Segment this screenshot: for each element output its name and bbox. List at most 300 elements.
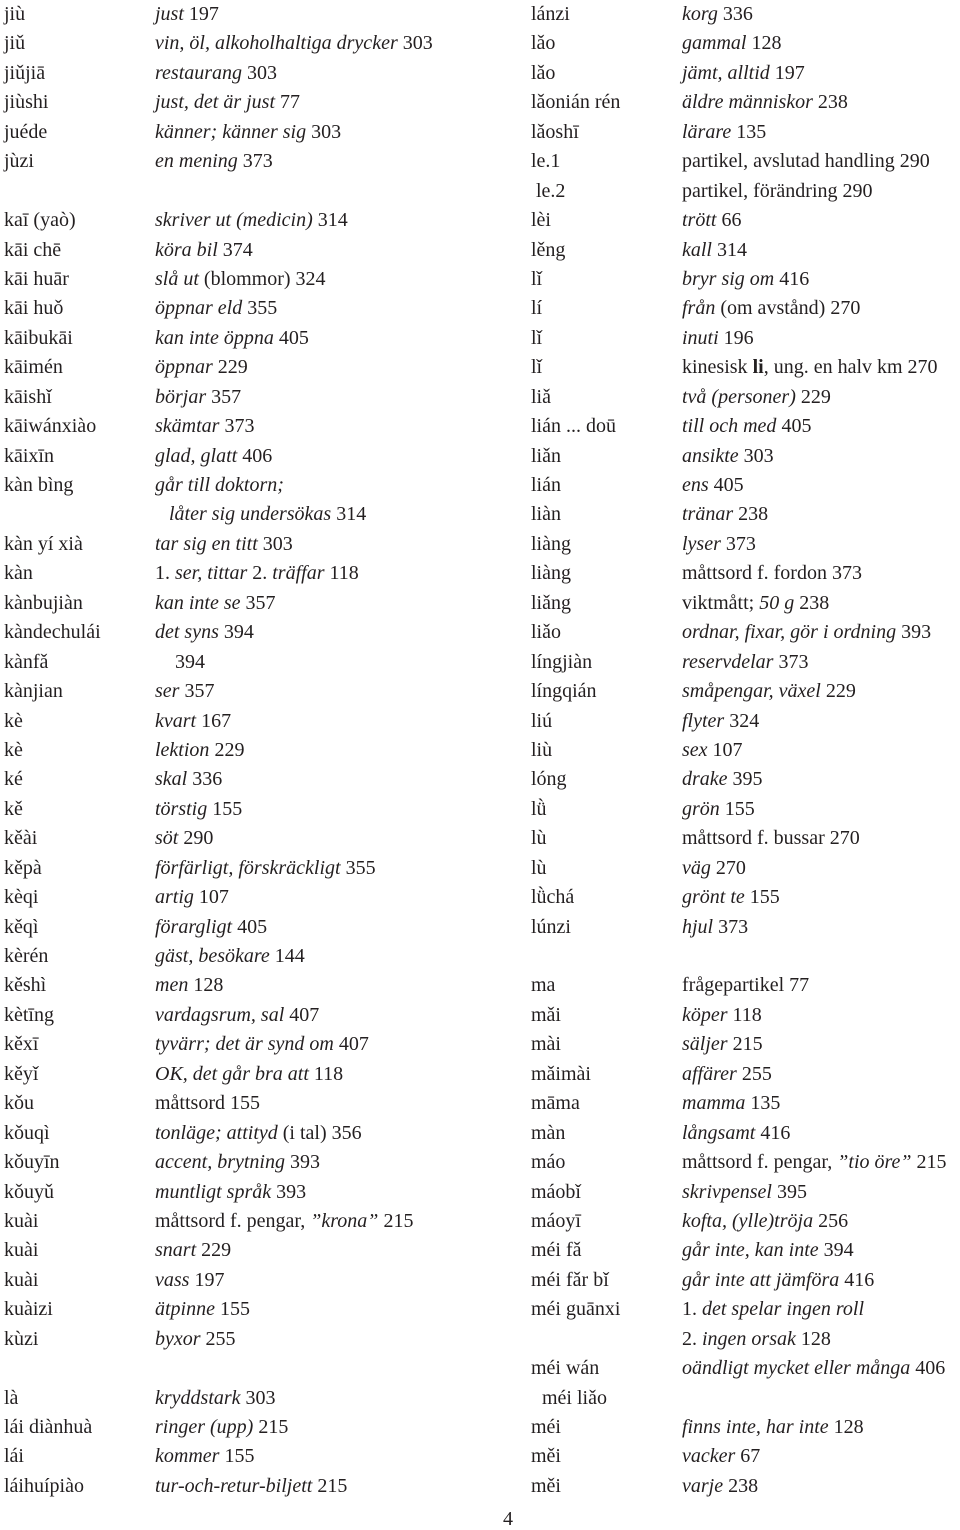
entry-definition <box>682 88 848 117</box>
entry-headword: māma <box>531 1092 580 1115</box>
definition-segment: (blommor) 324 <box>198 267 326 290</box>
definition-segment: förargligt <box>155 915 233 938</box>
entry-definition <box>682 971 809 1000</box>
definition-segment: kvart <box>155 709 197 732</box>
entry-headword: kuài <box>4 1268 39 1291</box>
definition-segment: måttsord f. pengar, <box>155 1209 311 1232</box>
definition-segment: 393 <box>896 621 932 644</box>
definition-segment: 373 <box>713 915 749 938</box>
definition-segment: 128 <box>828 1416 864 1438</box>
entry-headword: máobǐ <box>531 1180 581 1203</box>
definition-segment: mamma <box>682 1092 746 1115</box>
entry-definition <box>682 324 754 353</box>
definition-segment: (om avstånd) 270 <box>715 297 861 320</box>
entry-headword: jiù <box>4 3 26 25</box>
definition-segment: 406 <box>910 1357 946 1380</box>
entry-definition <box>682 412 811 441</box>
entry-headword: kāimén <box>4 356 63 379</box>
dictionary-entry <box>4 206 474 235</box>
entry-headword: mǎimài <box>531 1062 591 1085</box>
entry-definition <box>682 1089 780 1118</box>
definition-segment: 197 <box>769 61 805 84</box>
definition-segment: grönt te <box>682 886 745 909</box>
entry-headword: kuài <box>4 1209 39 1232</box>
dictionary-entry <box>531 118 960 147</box>
dictionary-entry <box>531 294 960 323</box>
definition-segment: 373 <box>219 415 255 438</box>
definition-segment: 107 <box>707 738 743 761</box>
dictionary-entry <box>4 294 474 323</box>
definition-segment: korg <box>682 3 718 25</box>
entry-headword: máo <box>531 1151 566 1174</box>
definition-segment: 324 <box>724 709 760 732</box>
definition-segment: kryddstark <box>155 1386 241 1409</box>
definition-segment: låter sig undersökas <box>169 503 332 526</box>
definition-segment: kan inte öppna <box>155 326 274 349</box>
entry-definition <box>682 677 856 706</box>
entry-headword: kǒuyīn <box>4 1151 60 1174</box>
dictionary-entry <box>4 1001 474 1030</box>
entry-definition <box>682 1148 947 1177</box>
dictionary-entry <box>531 1178 960 1207</box>
entry-headword: lǎo <box>531 32 556 55</box>
definition-segment: känner; känner sig <box>155 120 307 143</box>
entry-headword: méi fǎ <box>531 1239 582 1262</box>
definition-segment: 303 <box>397 32 433 55</box>
entry-definition <box>682 1001 762 1030</box>
entry-definition <box>682 177 873 206</box>
definition-segment: 155 <box>215 1298 250 1321</box>
entry-definition <box>682 1266 874 1295</box>
definition-segment: ens <box>682 474 709 496</box>
dictionary-entry <box>4 1178 474 1207</box>
entry-headword: língqián <box>531 680 597 703</box>
entry-definition <box>155 412 254 441</box>
entry-definition <box>155 707 231 736</box>
entry-definition <box>155 324 309 353</box>
dictionary-entry <box>4 824 474 853</box>
definition-segment: 128 <box>188 974 224 997</box>
entry-headword: kǒuqì <box>4 1121 50 1144</box>
dictionary-entry <box>531 971 960 1000</box>
dictionary-entry <box>531 353 960 382</box>
dictionary-entry <box>4 1089 474 1118</box>
dictionary-entry <box>531 1148 960 1177</box>
entry-headword: mǎi <box>531 1003 561 1026</box>
definition-segment: (i tal) 356 <box>277 1121 362 1144</box>
definition-segment: kofta, (ylle)tröja <box>682 1209 814 1232</box>
definition-segment: öppnar <box>155 356 213 379</box>
definition-segment: 128 <box>795 1327 831 1350</box>
definition-segment: skämtar <box>155 415 220 438</box>
entry-definition <box>682 29 781 58</box>
entry-headword: lěng <box>531 238 566 261</box>
definition-segment: 155 <box>207 797 243 820</box>
definition-segment: bryr sig om <box>682 267 775 290</box>
entry-headword: liàng <box>531 562 571 585</box>
dictionary-entry <box>531 265 960 294</box>
entry-headword: měi <box>531 1445 561 1468</box>
entry-definition <box>682 1060 772 1089</box>
entry-headword: lóng <box>531 768 567 791</box>
entry-headword: liǎ <box>531 385 551 408</box>
entry-headword: méi liǎo <box>542 1386 607 1409</box>
dictionary-entry <box>531 795 960 824</box>
dictionary-entry <box>4 1236 474 1265</box>
definition-segment: säljer <box>682 1033 728 1056</box>
definition-segment: skrivpensel <box>682 1180 772 1203</box>
definition-segment: 215 <box>253 1416 289 1438</box>
entry-headword: língjiàn <box>531 650 593 673</box>
definition-segment: just <box>155 3 184 25</box>
entry-definition <box>155 1148 320 1177</box>
definition-segment: 238 <box>723 1474 759 1497</box>
entry-definition <box>155 883 229 912</box>
dictionary-entry <box>4 1295 474 1324</box>
definition-segment: 290 <box>178 827 214 850</box>
entry-headword: kuài <box>4 1239 39 1262</box>
entry-definition <box>682 353 938 382</box>
entry-headword: màn <box>531 1121 566 1144</box>
entry-headword: kàn yí xià <box>4 532 83 555</box>
dictionary-entry <box>4 1354 474 1383</box>
definition-segment: 394 <box>818 1239 854 1262</box>
dictionary-entry <box>531 1207 960 1236</box>
entry-definition <box>682 383 831 412</box>
entry-definition <box>682 1295 864 1324</box>
entry-definition <box>682 736 743 765</box>
definition-segment: 357 <box>206 385 242 408</box>
entry-headword: kǒuyǔ <box>4 1180 54 1203</box>
definition-segment: 405 <box>776 415 812 438</box>
definition-segment: 66 <box>716 209 742 232</box>
definition-segment: skal <box>155 768 188 791</box>
definition-segment: kommer <box>155 1445 220 1468</box>
entry-definition <box>682 147 930 176</box>
dictionary-entry <box>4 1060 474 1089</box>
dictionary-entry <box>4 236 474 265</box>
definition-segment: 155 <box>744 886 780 909</box>
entry-definition <box>155 1384 276 1413</box>
definition-segment: 270 <box>710 856 746 879</box>
entry-definition <box>682 118 766 147</box>
definition-segment: partikel, förändring 290 <box>682 179 873 202</box>
definition-segment: viktmått; <box>682 591 760 614</box>
definition-segment: 196 <box>718 326 754 349</box>
definition-segment: går inte att jämföra <box>682 1268 840 1291</box>
entry-definition <box>155 677 214 706</box>
entry-definition <box>155 765 222 794</box>
definition-segment: köper <box>682 1003 728 1026</box>
entry-headword: lǎoshī <box>531 120 579 143</box>
definition-segment: finns inte, har inte <box>682 1416 829 1438</box>
entry-definition <box>155 118 341 147</box>
entry-definition <box>682 1030 763 1059</box>
dictionary-entry <box>531 147 960 176</box>
definition-segment: men <box>155 974 189 997</box>
entry-definition <box>155 471 284 500</box>
dictionary-entry <box>4 913 474 942</box>
entry-definition <box>155 1266 224 1295</box>
definition-segment: måttsord f. fordon 373 <box>682 562 862 585</box>
definition-segment: måttsord f. bussar 270 <box>682 827 860 850</box>
entry-definition <box>155 1295 250 1324</box>
definition-segment: ser <box>155 680 180 703</box>
dictionary-entry <box>531 1119 960 1148</box>
entry-definition <box>682 1354 945 1383</box>
entry-definition <box>155 294 277 323</box>
definition-segment: ansikte <box>682 444 739 467</box>
entry-headword: mài <box>531 1033 561 1056</box>
definition-segment: 336 <box>717 3 753 25</box>
dictionary-entry <box>4 1119 474 1148</box>
dictionary-entry <box>531 1295 960 1324</box>
dictionary-entry <box>4 1325 474 1354</box>
entry-definition <box>682 471 744 500</box>
definition-segment: just, det är just <box>155 91 276 114</box>
definition-segment: 215 <box>312 1474 348 1497</box>
dictionary-entry <box>4 265 474 294</box>
definition-segment: 2. <box>247 562 273 585</box>
definition-segment: varje <box>682 1474 724 1497</box>
definition-segment: 118 <box>727 1003 762 1026</box>
definition-segment: 155 <box>719 797 755 820</box>
definition-segment: 215 <box>911 1151 947 1174</box>
dictionary-entry <box>531 1472 960 1501</box>
dictionary-entry <box>531 883 960 912</box>
definition-segment: börjar <box>155 385 207 408</box>
definition-segment: en mening <box>155 150 238 173</box>
definition-segment: 107 <box>193 886 229 909</box>
definition-segment: 229 <box>209 738 245 761</box>
dictionary-entry <box>4 383 474 412</box>
definition-segment: slå ut <box>155 267 199 290</box>
definition-segment: 255 <box>736 1062 772 1085</box>
entry-definition <box>155 795 242 824</box>
dictionary-entry <box>4 177 474 206</box>
entry-definition <box>682 206 741 235</box>
entry-definition <box>155 236 253 265</box>
entry-definition <box>155 59 277 88</box>
definition-segment: 314 <box>331 503 367 526</box>
entry-headword: jùzi <box>4 150 34 173</box>
dictionary-entry <box>531 736 960 765</box>
definition-segment: affärer <box>682 1062 737 1085</box>
entry-headword: le.1 <box>531 150 561 173</box>
definition-segment: 303 <box>306 120 342 143</box>
definition-segment: 215 <box>727 1033 763 1056</box>
entry-definition <box>155 206 348 235</box>
entry-definition <box>682 1236 854 1265</box>
entry-headword: lǜ <box>531 797 547 820</box>
definition-segment: kinesisk <box>682 356 753 379</box>
definition-segment: 238 <box>794 591 830 614</box>
dictionary-entry <box>4 1030 474 1059</box>
definition-segment: förfärligt, förskräckligt <box>155 856 341 879</box>
dictionary-entry <box>4 353 474 382</box>
entry-headword: kaī (yaò) <box>4 209 76 232</box>
entry-headword: liàn <box>531 503 561 526</box>
definition-segment: ordnar, fixar, gör i ordning <box>682 621 897 644</box>
definition-segment: flyter <box>682 709 725 732</box>
definition-segment: 229 <box>196 1239 232 1262</box>
entry-headword: kěshì <box>4 974 47 997</box>
definition-segment: 128 <box>746 32 782 55</box>
definition-segment: oändligt mycket eller många <box>682 1357 911 1380</box>
definition-segment: artig <box>155 886 194 909</box>
dictionary-entry <box>531 530 960 559</box>
dictionary-entry <box>531 589 960 618</box>
dictionary-entry <box>531 88 960 117</box>
dictionary-entry <box>4 1472 474 1501</box>
definition-segment: tur-och-retur-biljett <box>155 1474 313 1497</box>
entry-headword: juéde <box>4 120 48 143</box>
dictionary-entry <box>4 500 474 529</box>
definition-segment: väg <box>682 856 711 879</box>
entry-definition <box>682 1207 848 1236</box>
dictionary-entry <box>4 736 474 765</box>
entry-headword: lái <box>4 1445 24 1468</box>
entry-headword: liǎn <box>531 444 561 467</box>
definition-segment: , ung. en halv km 270 <box>763 356 938 379</box>
definition-segment: reservdelar <box>682 650 774 673</box>
entry-definition <box>682 1472 758 1501</box>
definition-segment: gäst, besökare <box>155 945 270 967</box>
entry-headword: lù <box>531 856 547 879</box>
entry-headword: lí <box>531 297 543 320</box>
definition-segment: 407 <box>284 1003 320 1026</box>
entry-headword: méi fǎr bǐ <box>531 1268 609 1291</box>
entry-definition <box>155 942 305 971</box>
entry-headword: kěxī <box>4 1033 39 1056</box>
entry-definition <box>682 236 747 265</box>
definition-segment: muntligt språk <box>155 1180 272 1203</box>
definition-segment: 197 <box>183 3 219 25</box>
definition-segment: vardagsrum, sal <box>155 1003 285 1026</box>
dictionary-entry <box>4 971 474 1000</box>
entry-definition <box>155 648 205 677</box>
definition-segment: två (personer) <box>682 385 796 408</box>
entry-headword: kāi chē <box>4 238 62 261</box>
definition-segment: trött <box>682 209 717 232</box>
entry-headword: lǎo <box>531 61 556 84</box>
definition-segment: 374 <box>217 238 253 261</box>
page-number: 4 <box>503 1508 513 1530</box>
entry-headword: kāixīn <box>4 444 54 467</box>
dictionary-entry <box>531 29 960 58</box>
entry-headword: lián <box>531 474 561 496</box>
definition-segment: accent, brytning <box>155 1151 285 1174</box>
dictionary-entry <box>531 913 960 942</box>
definition-segment: 303 <box>738 444 774 467</box>
dictionary-entry <box>531 1060 960 1089</box>
dictionary-entry <box>531 854 960 883</box>
dictionary-entry <box>4 88 474 117</box>
entry-headword: lù <box>531 827 547 850</box>
entry-definition <box>155 88 300 117</box>
entry-headword: lǐ <box>531 326 543 349</box>
definition-segment: skriver ut (medicin) <box>155 209 313 232</box>
dictionary-entry <box>4 29 474 58</box>
entry-headword: kāiwánxiào <box>4 415 97 438</box>
dictionary-entry <box>531 1325 960 1354</box>
definition-segment: 229 <box>212 356 248 379</box>
definition-segment: 144 <box>269 945 305 967</box>
dictionary-entry <box>4 559 474 588</box>
dictionary-entry <box>531 59 960 88</box>
entry-definition <box>682 265 809 294</box>
definition-segment: 255 <box>200 1327 236 1350</box>
dictionary-entry <box>4 0 474 29</box>
definition-segment: 373 <box>720 532 756 555</box>
definition-segment: 118 <box>324 562 359 585</box>
definition-segment: 303 <box>242 61 278 84</box>
entry-definition <box>682 0 753 29</box>
definition-segment: kall <box>682 238 712 261</box>
dictionary-entry <box>4 854 474 883</box>
definition-segment: 406 <box>237 444 273 467</box>
definition-segment: ser, tittar <box>175 562 248 585</box>
definition-segment: 393 <box>284 1151 320 1174</box>
definition-segment: ringer (upp) <box>155 1416 254 1438</box>
entry-headword: máoyī <box>531 1209 581 1232</box>
dictionary-entry <box>531 500 960 529</box>
definition-segment: går inte, kan inte <box>682 1239 819 1262</box>
dictionary-entry <box>4 1384 474 1413</box>
definition-segment: 1. <box>155 562 175 585</box>
dictionary-entry <box>531 707 960 736</box>
definition-segment: lektion <box>155 738 210 761</box>
dictionary-entry <box>531 559 960 588</box>
entry-headword: kěqì <box>4 915 39 938</box>
dictionary-entry <box>531 824 960 853</box>
definition-segment: köra bil <box>155 238 218 261</box>
dictionary-entry <box>4 1442 474 1471</box>
definition-segment: 256 <box>813 1209 849 1232</box>
definition-segment: 1. <box>682 1298 702 1321</box>
definition-segment: jämt, alltid <box>682 61 770 84</box>
definition-segment: gammal <box>682 32 747 55</box>
definition-segment: äldre människor <box>682 91 813 114</box>
entry-headword: méi <box>531 1416 561 1438</box>
dictionary-entry <box>531 618 960 647</box>
entry-definition <box>682 913 748 942</box>
definition-segment: 336 <box>187 768 223 791</box>
definition-segment: kan inte se <box>155 591 241 614</box>
entry-definition <box>155 442 272 471</box>
entry-headword: kèrén <box>4 945 49 967</box>
entry-definition <box>682 883 780 912</box>
dictionary-entry <box>4 324 474 353</box>
entry-definition <box>682 824 860 853</box>
entry-definition <box>682 530 756 559</box>
entry-headword: kěyǐ <box>4 1062 39 1085</box>
entry-definition <box>155 589 276 618</box>
definition-segment: 229 <box>795 385 831 408</box>
definition-segment: OK, det går bra att <box>155 1062 309 1085</box>
definition-segment: går till doktorn; <box>155 474 284 496</box>
definition-segment: drake <box>682 768 728 791</box>
entry-definition <box>155 383 241 412</box>
definition-segment: det spelar ingen roll <box>702 1298 865 1321</box>
dictionary-entry <box>4 118 474 147</box>
definition-segment: ”krona” <box>310 1209 379 1232</box>
entry-headword: kěpà <box>4 856 42 879</box>
dictionary-entry <box>531 1442 960 1471</box>
dictionary-entry <box>531 1001 960 1030</box>
definition-segment: tonläge; attityd <box>155 1121 278 1144</box>
definition-segment: hjul <box>682 915 714 938</box>
